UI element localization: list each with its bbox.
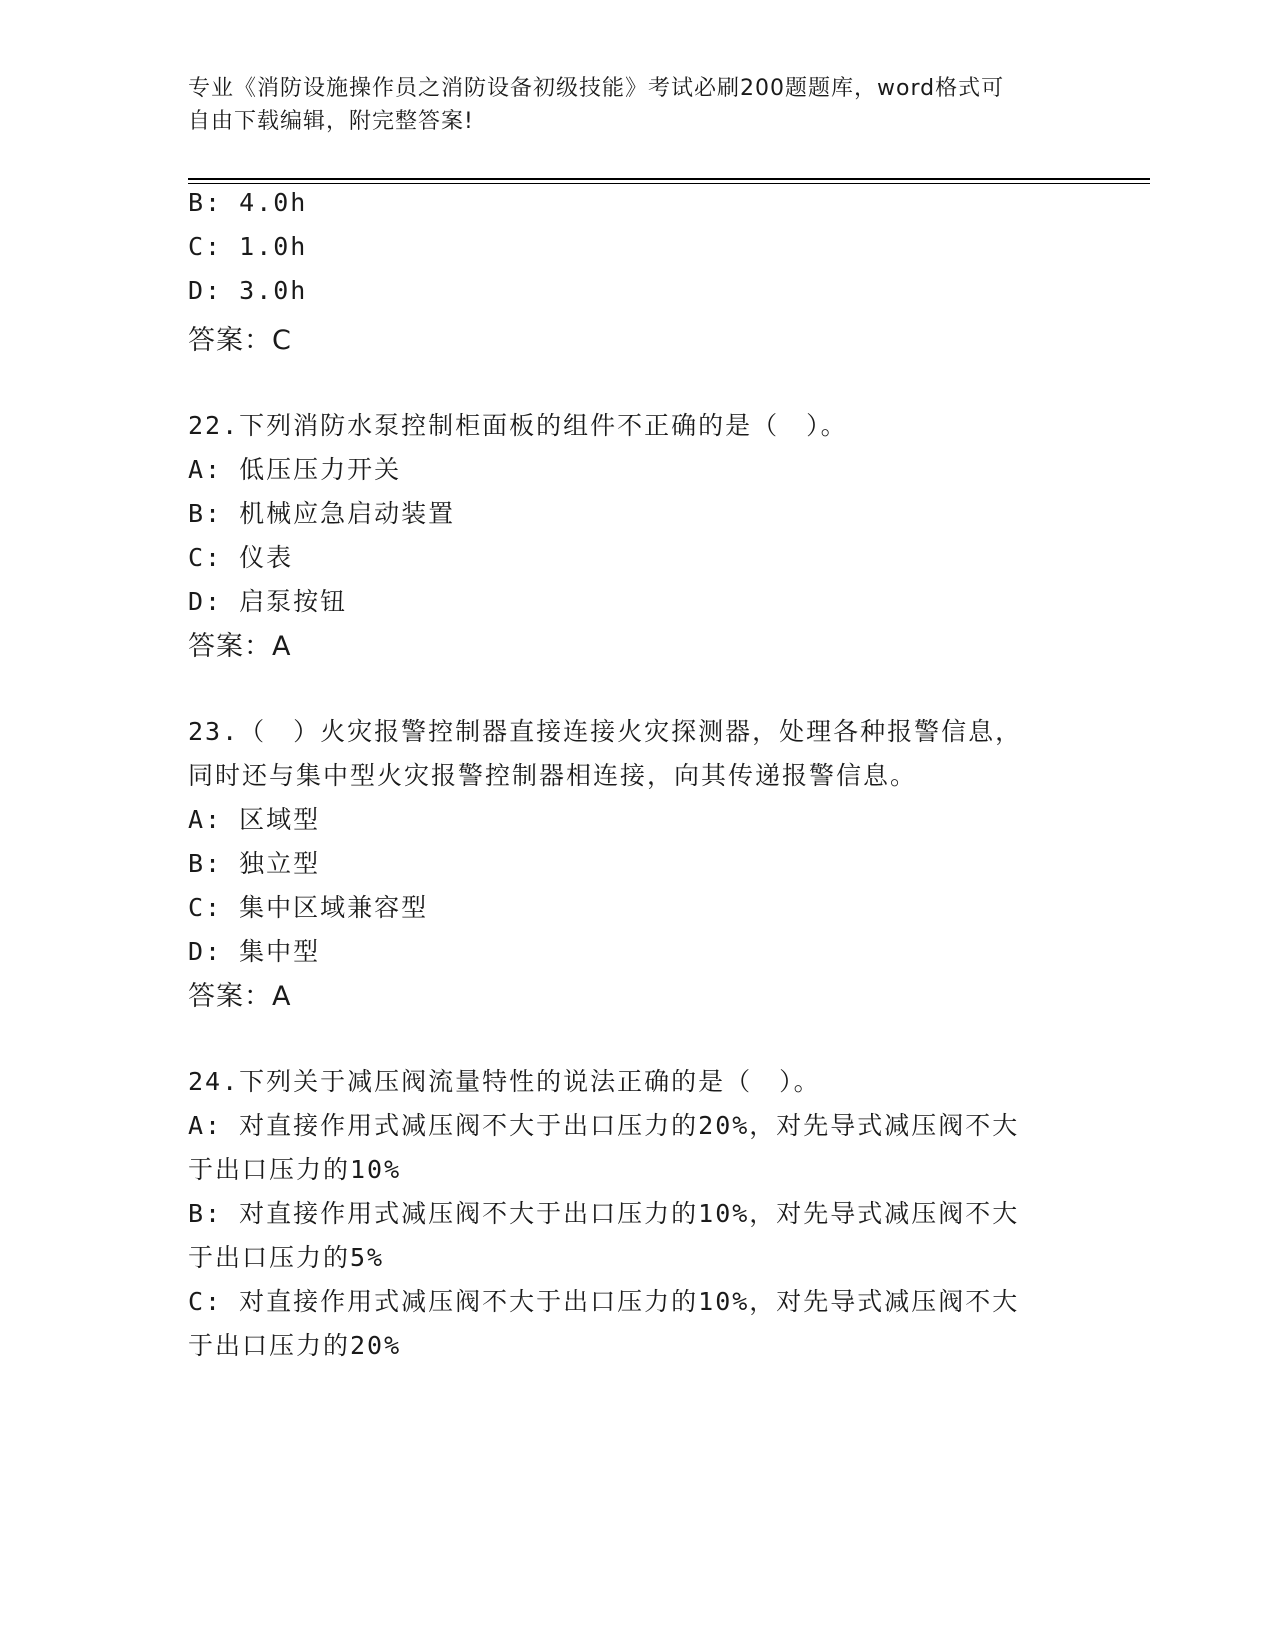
q21-option-b: B: 4.0h: [188, 188, 308, 217]
header-title-line-2: 自由下载编辑，附完整答案!: [188, 109, 474, 134]
q23-option-a: A: 区域型: [188, 805, 321, 834]
q24-option-a-line-1: A: 对直接作用式减压阀不大于出口压力的20%，对先导式减压阀不大: [188, 1111, 1020, 1140]
q24-option-a-line-2: 于出口压力的10%: [188, 1155, 402, 1184]
q22-option-b: B: 机械应急启动装置: [188, 499, 456, 528]
q23-stem-line-1: 23.（ ）火灾报警控制器直接连接火灾探测器，处理各种报警信息，: [188, 717, 1023, 746]
q22-option-c: C: 仪表: [188, 543, 294, 572]
q24-option-b-line-1: B: 对直接作用式减压阀不大于出口压力的10%，对先导式减压阀不大: [188, 1199, 1020, 1228]
q21-option-d: D: 3.0h: [188, 276, 308, 305]
q24-option-b-line-2: 于出口压力的5%: [188, 1243, 385, 1272]
q22-answer: 答案：A: [188, 631, 292, 662]
q22-stem: 22.下列消防水泵控制柜面板的组件不正确的是（ ）。: [188, 411, 848, 440]
header-divider-thick: [188, 178, 1150, 180]
q23-option-d: D: 集中型: [188, 937, 321, 966]
q24-stem: 24.下列关于减压阀流量特性的说法正确的是（ ）。: [188, 1067, 821, 1096]
q21-option-c: C: 1.0h: [188, 232, 308, 261]
q23-answer: 答案：A: [188, 981, 292, 1012]
q23-stem-line-2: 同时还与集中型火灾报警控制器相连接，向其传递报警信息。: [188, 761, 918, 790]
q22-option-d: D: 启泵按钮: [188, 587, 348, 616]
q23-option-b: B: 独立型: [188, 849, 321, 878]
q22-option-a: A: 低压压力开关: [188, 455, 402, 484]
q21-answer: 答案：C: [188, 325, 292, 356]
header-divider-thin: [188, 183, 1150, 184]
document-header: [188, 72, 1068, 138]
q24-option-c-line-2: 于出口压力的20%: [188, 1331, 402, 1360]
q24-option-c-line-1: C: 对直接作用式减压阀不大于出口压力的10%，对先导式减压阀不大: [188, 1287, 1020, 1316]
header-title-line-1: 专业《消防设施操作员之消防设备初级技能》考试必刷200题题库，word格式可: [188, 76, 1005, 101]
q23-option-c: C: 集中区域兼容型: [188, 893, 429, 922]
